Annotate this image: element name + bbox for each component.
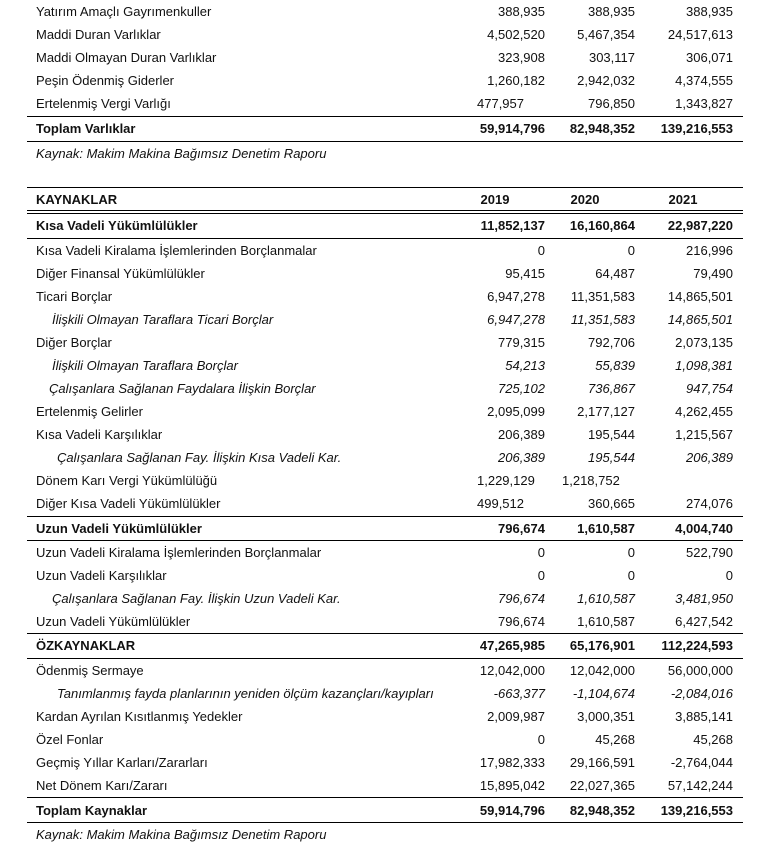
row-label: İlişkili Olmayan Taraflara Ticari Borçlar [52, 312, 274, 327]
row-label: Çalışanlara Sağlanan Fay. İlişkin Uzun Vadeli Kar. [52, 591, 341, 606]
value-2020: 796,850 [588, 96, 635, 111]
value-2021: 274,076 [686, 496, 733, 511]
value-2019: 2,009,987 [487, 709, 545, 724]
value-2021: 139,216,553 [660, 121, 733, 136]
value-2019: 1,229,129 [477, 473, 535, 488]
row-label: Ertelenmiş Gelirler [36, 404, 143, 419]
value-2020: 1,218,752 [562, 473, 620, 488]
value-2021: 1,215,567 [675, 427, 733, 442]
row-label: Kardan Ayrılan Kısıtlanmış Yedekler [36, 709, 243, 724]
value-2019: 206,389 [498, 450, 545, 465]
value-2021: 206,389 [686, 450, 733, 465]
value-2021: 22,987,220 [667, 218, 733, 233]
value-2021: 1,343,827 [675, 96, 733, 111]
value-2019: 779,315 [498, 335, 545, 350]
value-2019: 477,957 [477, 96, 524, 111]
table-row [27, 541, 743, 564]
value-2020: 0 [627, 545, 635, 560]
table-row [27, 69, 743, 92]
value-2021: -2,084,016 [670, 686, 733, 701]
row-label: Diğer Kısa Vadeli Yükümlülükler [36, 496, 221, 511]
value-2021: 3,885,141 [675, 709, 733, 724]
row-label: Ertelenmiş Vergi Varlığı [36, 96, 171, 111]
source-note [27, 142, 743, 165]
value-2019: 6,947,278 [487, 312, 545, 327]
value-2021: 306,071 [686, 50, 733, 65]
row-label: Uzun Vadeli Karşılıklar [36, 568, 167, 583]
value-2019: 11,852,137 [480, 218, 545, 233]
value-2021: 2,073,135 [675, 335, 733, 350]
value-2020: 82,948,352 [569, 121, 635, 136]
value-2020: 11,351,583 [570, 312, 635, 327]
value-2020: 1,610,587 [577, 614, 635, 629]
value-2019: 0 [537, 732, 545, 747]
row-label: Diğer Finansal Yükümlülükler [36, 266, 205, 281]
year-2020: 2020 [570, 192, 600, 207]
row-label: Yatırım Amaçlı Gayrımenkuller [36, 4, 212, 19]
table-row [27, 423, 743, 446]
value-2021: 6,427,542 [675, 614, 733, 629]
value-2021: 14,865,501 [667, 312, 733, 327]
value-2021: 139,216,553 [660, 803, 733, 818]
table-row [27, 262, 743, 285]
source-note [27, 823, 743, 846]
value-2019: 1,260,182 [487, 73, 545, 88]
liabilities-table [27, 187, 743, 846]
source-text: Kaynak: Makim Makina Bağımsız Denetim Raporu [36, 146, 327, 161]
value-2020: 0 [627, 243, 635, 258]
value-2019: 796,674 [498, 521, 545, 536]
header-label: KAYNAKLAR [36, 192, 118, 207]
year-2021: 2021 [668, 192, 698, 207]
value-2021: 45,268 [693, 732, 733, 747]
short-term-liabilities-row [27, 214, 743, 239]
value-2019: 725,102 [498, 381, 545, 396]
total-assets-row [27, 116, 743, 142]
long-term-liabilities-row [27, 516, 743, 541]
row-label: Uzun Vadeli Yükümlülükler [36, 614, 191, 629]
value-2019: 54,213 [505, 358, 545, 373]
value-2019: 796,674 [498, 614, 545, 629]
total-liabilities-row [27, 797, 743, 823]
value-2020: 22,027,365 [569, 778, 635, 793]
equity-row [27, 633, 743, 659]
table-row [27, 239, 743, 262]
row-label: Uzun Vadeli Kiralama İşlemlerinden Borçlanmalar [36, 545, 322, 560]
value-2020: 29,166,591 [569, 755, 635, 770]
value-2020: 0 [627, 568, 635, 583]
row-label: Uzun Vadeli Yükümlülükler [36, 521, 202, 536]
table-row [27, 774, 743, 797]
row-label: Peşin Ödenmiş Giderler [36, 73, 174, 88]
value-2021: 57,142,244 [667, 778, 733, 793]
value-2021: 522,790 [686, 545, 733, 560]
table-row [27, 682, 743, 705]
table-row [27, 92, 743, 116]
table-row [27, 659, 743, 682]
value-2019: 59,914,796 [479, 803, 545, 818]
row-label: Çalışanlara Sağlanan Faydalara İlişkin Borçlar [49, 381, 316, 396]
table-row [27, 751, 743, 774]
value-2020: 45,268 [595, 732, 635, 747]
table-row [27, 564, 743, 587]
row-label: Toplam Varlıklar [36, 121, 136, 136]
value-2019: 206,389 [498, 427, 545, 442]
row-label: Maddi Duran Varlıklar [36, 27, 161, 42]
value-2021: -2,764,044 [670, 755, 733, 770]
table-row [27, 331, 743, 354]
value-2020: 12,042,000 [569, 663, 635, 678]
value-2020: 736,867 [588, 381, 635, 396]
row-label: Dönem Karı Vergi Yükümlülüğü [36, 473, 218, 488]
value-2020: 195,544 [588, 427, 635, 442]
value-2019: 17,982,333 [479, 755, 545, 770]
value-2020: 55,839 [595, 358, 635, 373]
table-row [27, 354, 743, 377]
value-2021: 56,000,000 [667, 663, 733, 678]
row-label: Kısa Vadeli Kiralama İşlemlerinden Borçlanmalar [36, 243, 317, 258]
row-label: Kısa Vadeli Yükümlülükler [36, 218, 198, 233]
value-2020: 388,935 [588, 4, 635, 19]
table-row [27, 446, 743, 469]
value-2019: 0 [537, 545, 545, 560]
value-2020: 2,942,032 [577, 73, 635, 88]
table-row [27, 728, 743, 751]
value-2020: 303,117 [588, 50, 635, 65]
row-label: Maddi Olmayan Duran Varlıklar [36, 50, 217, 65]
row-label: Toplam Kaynaklar [36, 803, 148, 818]
value-2021: 0 [725, 568, 733, 583]
table-row [27, 610, 743, 633]
value-2021: 4,004,740 [675, 521, 733, 536]
value-2019: 0 [537, 243, 545, 258]
value-2019: 47,265,985 [479, 638, 545, 653]
value-2020: 11,351,583 [570, 289, 635, 304]
value-2020: 2,177,127 [577, 404, 635, 419]
table-row [27, 492, 743, 516]
value-2020: 792,706 [588, 335, 635, 350]
value-2019: 499,512 [477, 496, 524, 511]
value-2021: 14,865,501 [667, 289, 733, 304]
row-label: Kısa Vadeli Karşılıklar [36, 427, 163, 442]
value-2019: -663,377 [493, 686, 545, 701]
table-row [27, 23, 743, 46]
row-label: Çalışanlara Sağlanan Fay. İlişkin Kısa Vadeli Kar. [57, 450, 342, 465]
value-2021: 4,374,555 [675, 73, 733, 88]
row-label: İlişkili Olmayan Taraflara Borçlar [52, 358, 238, 373]
table-row [27, 377, 743, 400]
value-2019: 95,415 [505, 266, 545, 281]
value-2019: 4,502,520 [487, 27, 545, 42]
assets-table [27, 0, 743, 165]
value-2021: 947,754 [686, 381, 733, 396]
table-row [27, 46, 743, 69]
table-row [27, 587, 743, 610]
table-row [27, 0, 743, 23]
value-2020: 1,610,587 [577, 591, 635, 606]
table-row [27, 400, 743, 423]
value-2020: 3,000,351 [577, 709, 635, 724]
row-label: ÖZKAYNAKLAR [36, 638, 136, 653]
value-2019: 12,042,000 [479, 663, 545, 678]
row-label: Ticari Borçlar [36, 289, 113, 304]
table-header [27, 187, 743, 214]
value-2019: 6,947,278 [487, 289, 545, 304]
value-2021: 216,996 [686, 243, 733, 258]
value-2019: 796,674 [498, 591, 545, 606]
value-2019: 388,935 [498, 4, 545, 19]
value-2020: 16,160,864 [569, 218, 635, 233]
value-2021: 24,517,613 [667, 27, 733, 42]
value-2019: 2,095,099 [487, 404, 545, 419]
value-2019: 323,908 [498, 50, 545, 65]
value-2021: 4,262,455 [675, 404, 733, 419]
value-2021: 1,098,381 [675, 358, 733, 373]
source-text: Kaynak: Makim Makina Bağımsız Denetim Raporu [36, 827, 327, 842]
value-2021: 388,935 [686, 4, 733, 19]
row-label: Ödenmiş Sermaye [36, 663, 144, 678]
table-row [27, 285, 743, 308]
value-2020: 5,467,354 [577, 27, 635, 42]
value-2020: 64,487 [595, 266, 635, 281]
row-label: Net Dönem Karı/Zararı [36, 778, 168, 793]
value-2019: 15,895,042 [479, 778, 545, 793]
value-2020: 65,176,901 [569, 638, 635, 653]
row-label: Diğer Borçlar [36, 335, 112, 350]
table-row [27, 705, 743, 728]
value-2020: -1,104,674 [572, 686, 635, 701]
value-2019: 0 [537, 568, 545, 583]
value-2019: 59,914,796 [479, 121, 545, 136]
row-label: Özel Fonlar [36, 732, 104, 747]
table-row [27, 469, 743, 492]
row-label: Tanımlanmış fayda planlarının yeniden ölçüm kazançları/kayıpları [57, 686, 434, 701]
table-row [27, 308, 743, 331]
year-2019: 2019 [480, 192, 510, 207]
row-label: Geçmiş Yıllar Karları/Zararları [36, 755, 208, 770]
value-2021: 79,490 [693, 266, 733, 281]
value-2021: 3,481,950 [675, 591, 733, 606]
value-2020: 195,544 [588, 450, 635, 465]
value-2021: 112,224,593 [661, 638, 733, 653]
value-2020: 360,665 [588, 496, 635, 511]
value-2020: 82,948,352 [569, 803, 635, 818]
value-2020: 1,610,587 [577, 521, 635, 536]
